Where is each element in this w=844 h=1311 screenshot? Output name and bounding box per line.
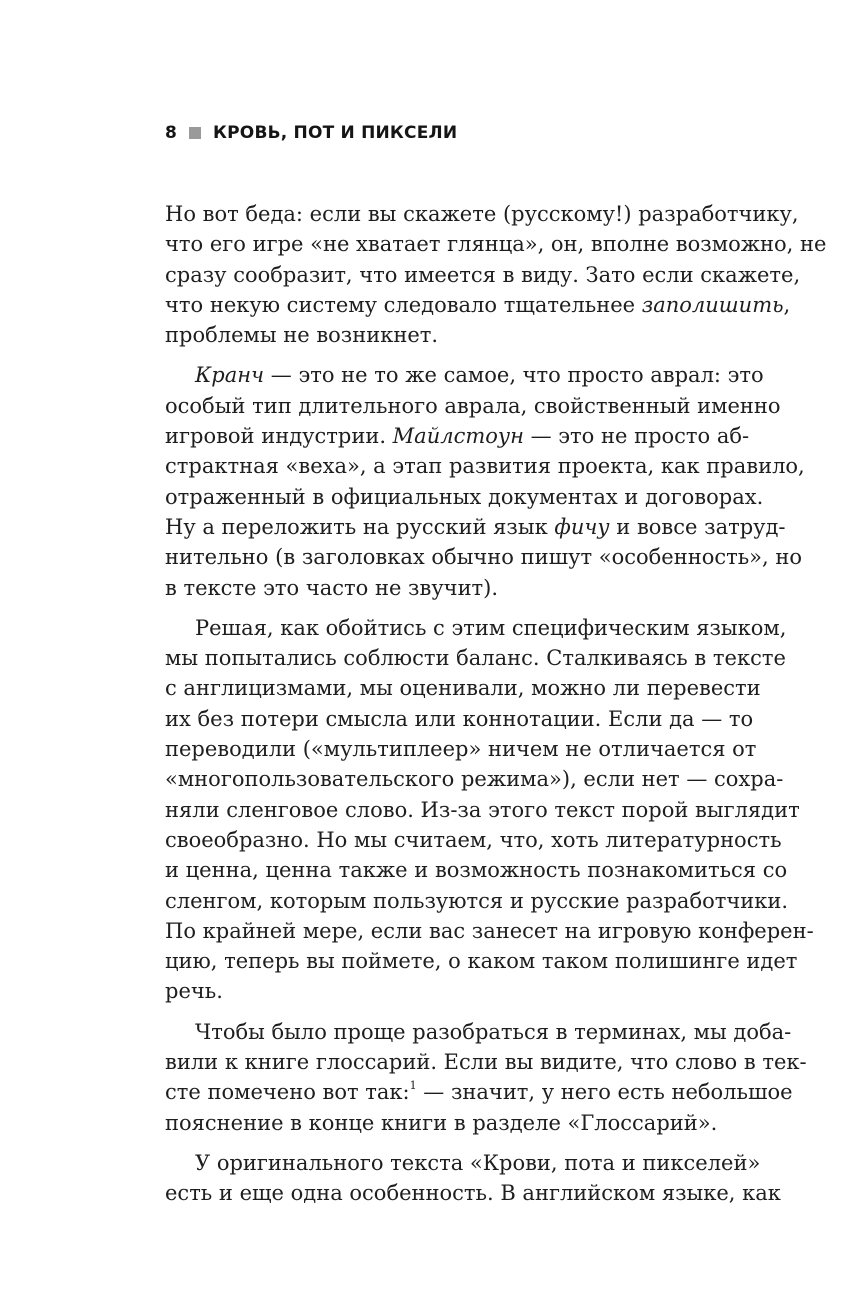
text-line: речь. [165,979,223,1004]
line-text: — это не то же самое, что просто аврал: это [264,363,764,388]
text-line [165,1077,793,1107]
text-line: отраженный в официальных документах и договорах. [165,484,764,509]
text-line: их без потери смысла или коннотации. Если да — то [165,706,754,731]
paragraph [165,360,805,602]
text-line: вили к книге глоссарий. Если вы видите, что слово в тек- [165,1050,807,1075]
paragraph-gap [165,603,727,613]
text-line [165,421,750,451]
paragraph-gap [165,350,727,360]
text-line: сленгом, которым пользуются и русские разработчики. [165,888,789,913]
book-title: КРОВЬ, ПОТ И ПИКСЕЛИ [213,123,458,143]
text-line: и ценна, ценна также и возможность познакомиться со [165,858,788,883]
text-line: Но вот беда: если вы скажете (русскому!) разработчику, [165,202,799,226]
header-separator-square [189,127,201,139]
text-line: страктная «веха», а этап развития проекта, как правило, [165,454,805,479]
text-line: проблемы не возникнет. [165,323,439,348]
paragraph [165,613,814,1007]
running-header [165,118,457,148]
text-line: пояснение в конце книги в разделе «Глоссарий». [165,1110,718,1135]
paragraph-gap [165,1138,727,1148]
text-line: Решая, как обойтись с этим специфическим языком, [195,615,787,640]
text-line: что его игре «не хватает глянца», он, вполне возможно, не [165,232,827,257]
paragraph-gap [165,1007,727,1017]
text-line: есть и еще одна особенность. В английском языке, как [165,1181,781,1206]
text-line: переводили («мультиплеер» ничем не отличается от [165,737,757,762]
text-line: сразу сообразит, что имеется в виду. Зато если скажете, [165,262,801,287]
text-line: «многопользовательского режима»), если нет — сохра- [165,767,784,792]
line-text: сте помечено вот так: [165,1080,410,1105]
body-text [165,199,827,1209]
text-line: в тексте это часто не звучит). [165,575,499,600]
paragraph [165,1148,781,1209]
line-text: и вовсе затруд- [609,514,786,539]
line-text: — значит, у него есть небольшое [416,1080,793,1105]
text-line: с англицизмами, мы оценивали, можно ли перевести [165,676,761,701]
line-text: , [783,292,791,317]
text-line: особый тип длительного аврала, свойственный именно [165,393,781,418]
text-line: нительно (в заголовках обычно пишут «особенность», но [165,545,803,570]
text-line: своеобразно. Но мы считаем, что, хоть литературность [165,827,782,852]
line-text: игровой индустрии. [165,424,393,449]
text-line: мы попытались соблюсти баланс. Сталкиваясь в тексте [165,646,786,671]
italic-term: Кранч [195,363,265,388]
text-line: Чтобы было проще разобраться в терминах, мы доба- [195,1019,792,1044]
text-line: няли сленговое слово. Из-за этого текст порой выглядит [165,797,800,822]
paragraph [165,1017,807,1138]
line-text: что некую систему следовало тщательнее [165,292,642,317]
text-line [165,290,791,320]
paragraph [165,199,827,350]
italic-term: Майлстоун [392,424,524,449]
footnote-marker: 1 [409,1079,417,1093]
line-text: — это не просто аб- [523,424,750,449]
line-text: Ну а переложить на русский язык [165,514,555,539]
text-line [165,360,764,390]
text-line: цию, теперь вы поймете, о каком таком полишинге идет [165,949,798,974]
italic-term: заполишить [641,292,784,317]
text-line: У оригинального текста «Крови, пота и пикселей» [195,1150,761,1175]
italic-term: фичу [554,514,610,539]
text-line [165,512,786,542]
page-number: 8 [165,123,178,143]
text-line: По крайней мере, если вас занесет на игровую конферен- [165,918,814,943]
